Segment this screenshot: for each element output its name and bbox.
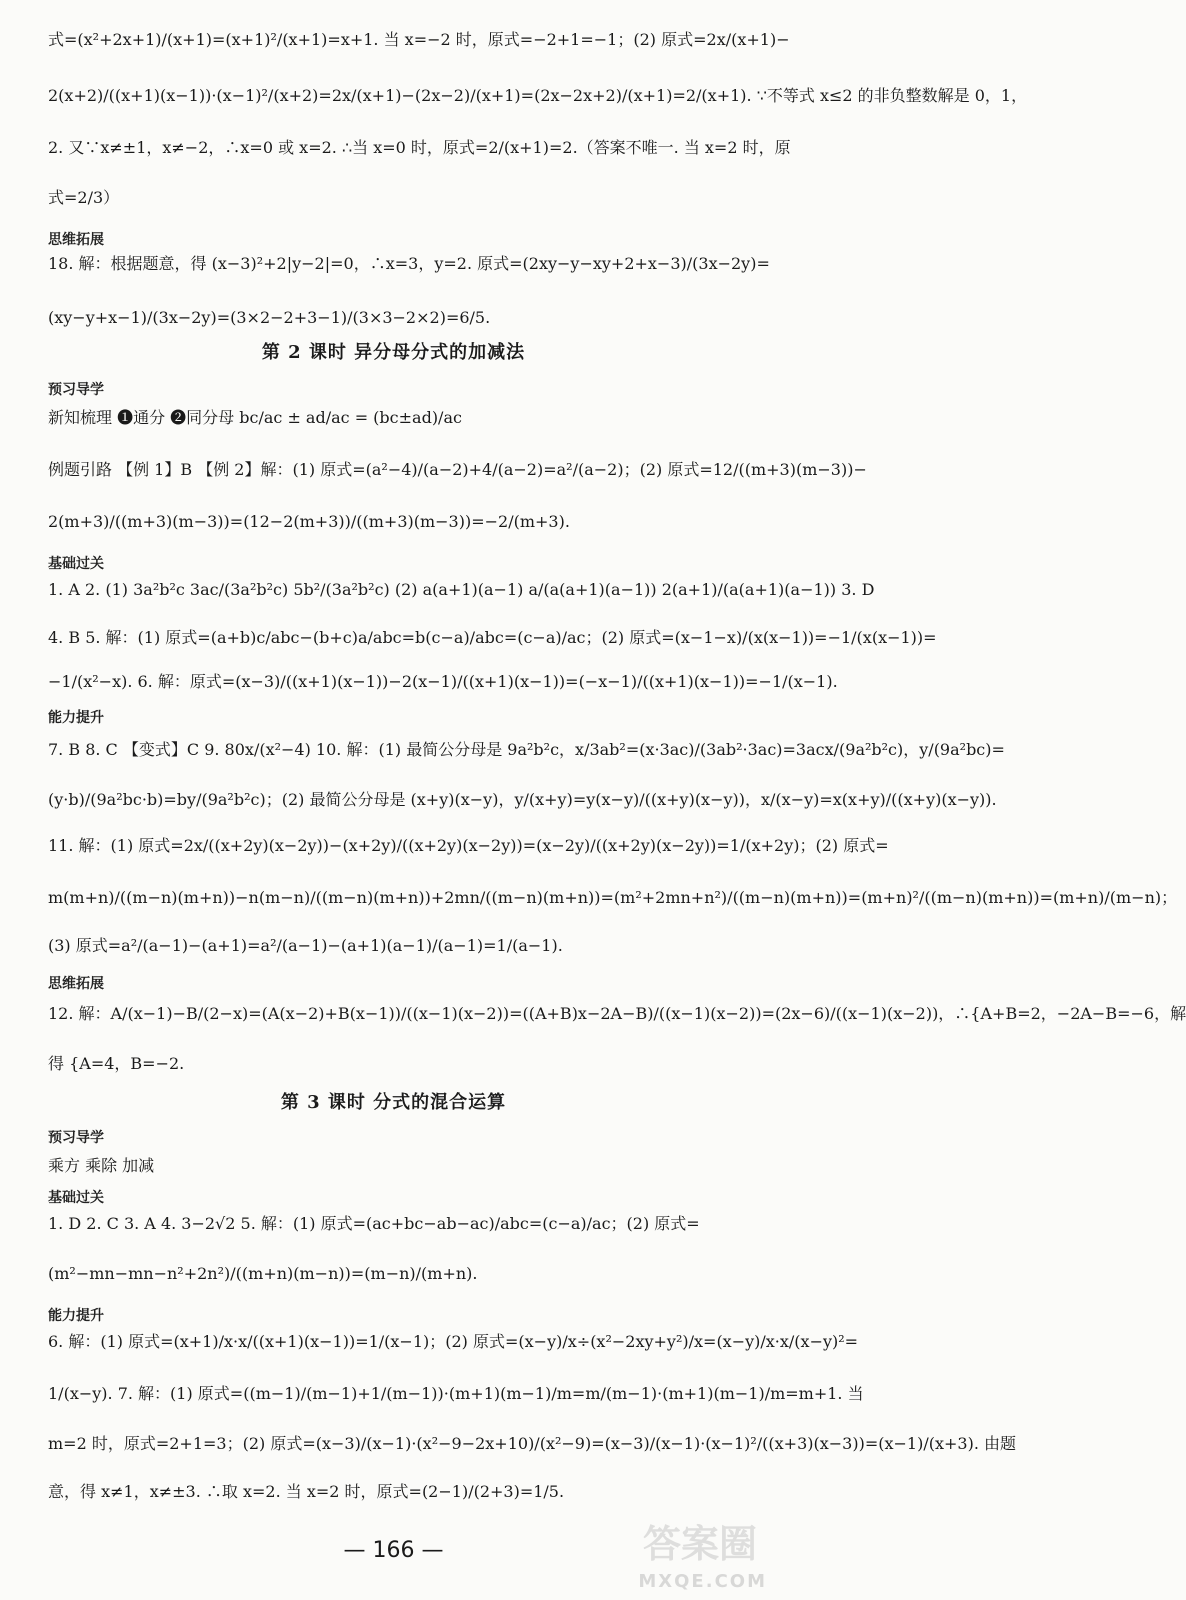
section-heading: 能力提升 bbox=[48, 710, 104, 726]
answer-line: (y·b)/(9a²bc·b)=by/(9a²b²c)；(2) 最简公分母是 (x+y)(x−y)，y/(x+y)=y(x−y)/((x+y)(x−y))，x/(x−y)=x(x+y)/((x+y)(x−y)). bbox=[48, 790, 997, 809]
answer-line: 意，得 x≠1，x≠±3. ∴取 x=2. 当 x=2 时，原式=(2−1)/(2+3)=1/5. bbox=[48, 1482, 565, 1501]
section-heading: 预习导学 bbox=[48, 382, 104, 398]
section-heading: 基础过关 bbox=[48, 1190, 104, 1206]
section-heading: 预习导学 bbox=[48, 1130, 104, 1146]
lesson-title: 第 2 课时 异分母分式的加减法 bbox=[261, 342, 526, 363]
answer-line: 得 {A=4，B=−2. bbox=[48, 1054, 185, 1073]
answer-line: (3) 原式=a²/(a−1)−(a+1)=a²/(a−1)−(a+1)(a−1)/(a−1)=1/(a−1). bbox=[48, 936, 563, 955]
answer-line: 2(x+2)/((x+1)(x−1))·(x−1)²/(x+2)=2x/(x+1)−(2x−2)/(x+1)=(2x−2x+2)/(x+1)=2/(x+1). ∵不等式 x≤2 的非负整数解是 0，1， bbox=[48, 86, 1028, 105]
section-heading: 能力提升 bbox=[48, 1308, 104, 1324]
answer-line: 2. 又∵x≠±1，x≠−2，∴x=0 或 x=2. ∴当 x=0 时，原式=2/(x+1)=2.（答案不唯一. 当 x=2 时，原 bbox=[48, 138, 791, 157]
answer-line: 7. B 8. C 【变式】C 9. 80x/(x²−4) 10. 解：(1) 最简公分母是 9a²b²c，x/3ab²=(x·3ac)/(3ab²·3ac)=3acx/(9a²b²c)，y/(9a²bc)= bbox=[48, 740, 1005, 759]
section-heading: 思维拓展 bbox=[48, 232, 104, 248]
watermark-url: MXQE.COM bbox=[638, 1571, 767, 1592]
answer-line: 乘方 乘除 加减 bbox=[48, 1156, 155, 1175]
answer-line: 式=(x²+2x+1)/(x+1)=(x+1)²/(x+1)=x+1. 当 x=−2 时，原式=−2+1=−1；(2) 原式=2x/(x+1)− bbox=[48, 30, 790, 49]
watermark-logo-text: 答案圈 bbox=[642, 1522, 757, 1566]
lesson-title: 第 3 课时 分式的混合运算 bbox=[280, 1092, 507, 1113]
answer-line: 11. 解：(1) 原式=2x/((x+2y)(x−2y))−(x+2y)/((x+2y)(x−2y))=(x−2y)/((x+2y)(x−2y))=1/(x+2y)；(2) 原式= bbox=[48, 836, 889, 855]
answer-line: 例题引路 【例 1】B 【例 2】解：(1) 原式=(a²−4)/(a−2)+4/(a−2)=a²/(a−2)；(2) 原式=12/((m+3)(m−3))− bbox=[48, 460, 867, 479]
answer-line: (xy−y+x−1)/(3x−2y)=(3×2−2+3−1)/(3×3−2×2)=6/5. bbox=[48, 308, 491, 327]
answer-line: 2(m+3)/((m+3)(m−3))=(12−2(m+3))/((m+3)(m−3))=−2/(m+3). bbox=[48, 512, 570, 531]
answer-line: 4. B 5. 解：(1) 原式=(a+b)c/abc−(b+c)a/abc=b(c−a)/abc=(c−a)/ac；(2) 原式=(x−1−x)/(x(x−1))=−1/(x(x−1))= bbox=[48, 628, 937, 647]
answer-line: m(m+n)/((m−n)(m+n))−n(m−n)/((m−n)(m+n))+2mn/((m−n)(m+n))=(m²+2mn+n²)/((m−n)(m+n))=(m+n)²/((m−n)(m+n))=(m+n)/(m−n)； bbox=[48, 888, 1178, 907]
answer-line: 1. D 2. C 3. A 4. 3−2√2 5. 解：(1) 原式=(ac+bc−ab−ac)/abc=(c−a)/ac；(2) 原式= bbox=[48, 1214, 700, 1233]
answer-line: 新知梳理 ❶通分 ❷同分母 bc/ac ± ad/ac = (bc±ad)/ac bbox=[48, 408, 462, 427]
answer-line: 6. 解：(1) 原式=(x+1)/x·x/((x+1)(x−1))=1/(x−1)；(2) 原式=(x−y)/x÷(x²−2xy+y²)/x=(x−y)/x·x/(x−y)²= bbox=[48, 1332, 859, 1351]
answer-line: (m²−mn−mn−n²+2n²)/((m+n)(m−n))=(m−n)/(m+n). bbox=[48, 1264, 478, 1283]
section-heading: 基础过关 bbox=[48, 556, 104, 572]
section-heading: 思维拓展 bbox=[48, 976, 104, 992]
answer-line: 18. 解：根据题意，得 (x−3)²+2|y−2|=0，∴x=3，y=2. 原式=(2xy−y−xy+2+x−3)/(3x−2y)= bbox=[48, 254, 770, 273]
page-number: — 166 — bbox=[343, 1538, 444, 1563]
answer-line: −1/(x²−x). 6. 解：原式=(x−3)/((x+1)(x−1))−2(x−1)/((x+1)(x−1))=(−x−1)/((x+1)(x−1))=−1/(x−1). bbox=[48, 672, 838, 691]
answer-line: 1. A 2. (1) 3a²b²c 3ac/(3a²b²c) 5b²/(3a²b²c) (2) a(a+1)(a−1) a/(a(a+1)(a−1)) 2(a+1)/(a(a+1)(a−1)) 3. D bbox=[48, 580, 875, 599]
answer-line: 1/(x−y). 7. 解：(1) 原式=((m−1)/(m−1)+1/(m−1))·(m+1)(m−1)/m=m/(m−1)·(m+1)(m−1)/m=m+1. 当 bbox=[48, 1384, 864, 1403]
answer-line: 12. 解：A/(x−1)−B/(2−x)=(A(x−2)+B(x−1))/((x−1)(x−2))=((A+B)x−2A−B)/((x−1)(x−2))=(2x−6)/((x−1)(x−2))，∴{A+B=2，−2A−B=−6，解 bbox=[48, 1004, 1186, 1023]
answer-line: 式=2/3） bbox=[48, 188, 120, 207]
watermark bbox=[567, 1512, 767, 1592]
answer-line: m=2 时，原式=2+1=3；(2) 原式=(x−3)/(x−1)·(x²−9−2x+10)/(x²−9)=(x−3)/(x−1)·(x−1)²/((x+3)(x−3))=(x−1)/(x+3). 由题 bbox=[48, 1434, 1017, 1453]
